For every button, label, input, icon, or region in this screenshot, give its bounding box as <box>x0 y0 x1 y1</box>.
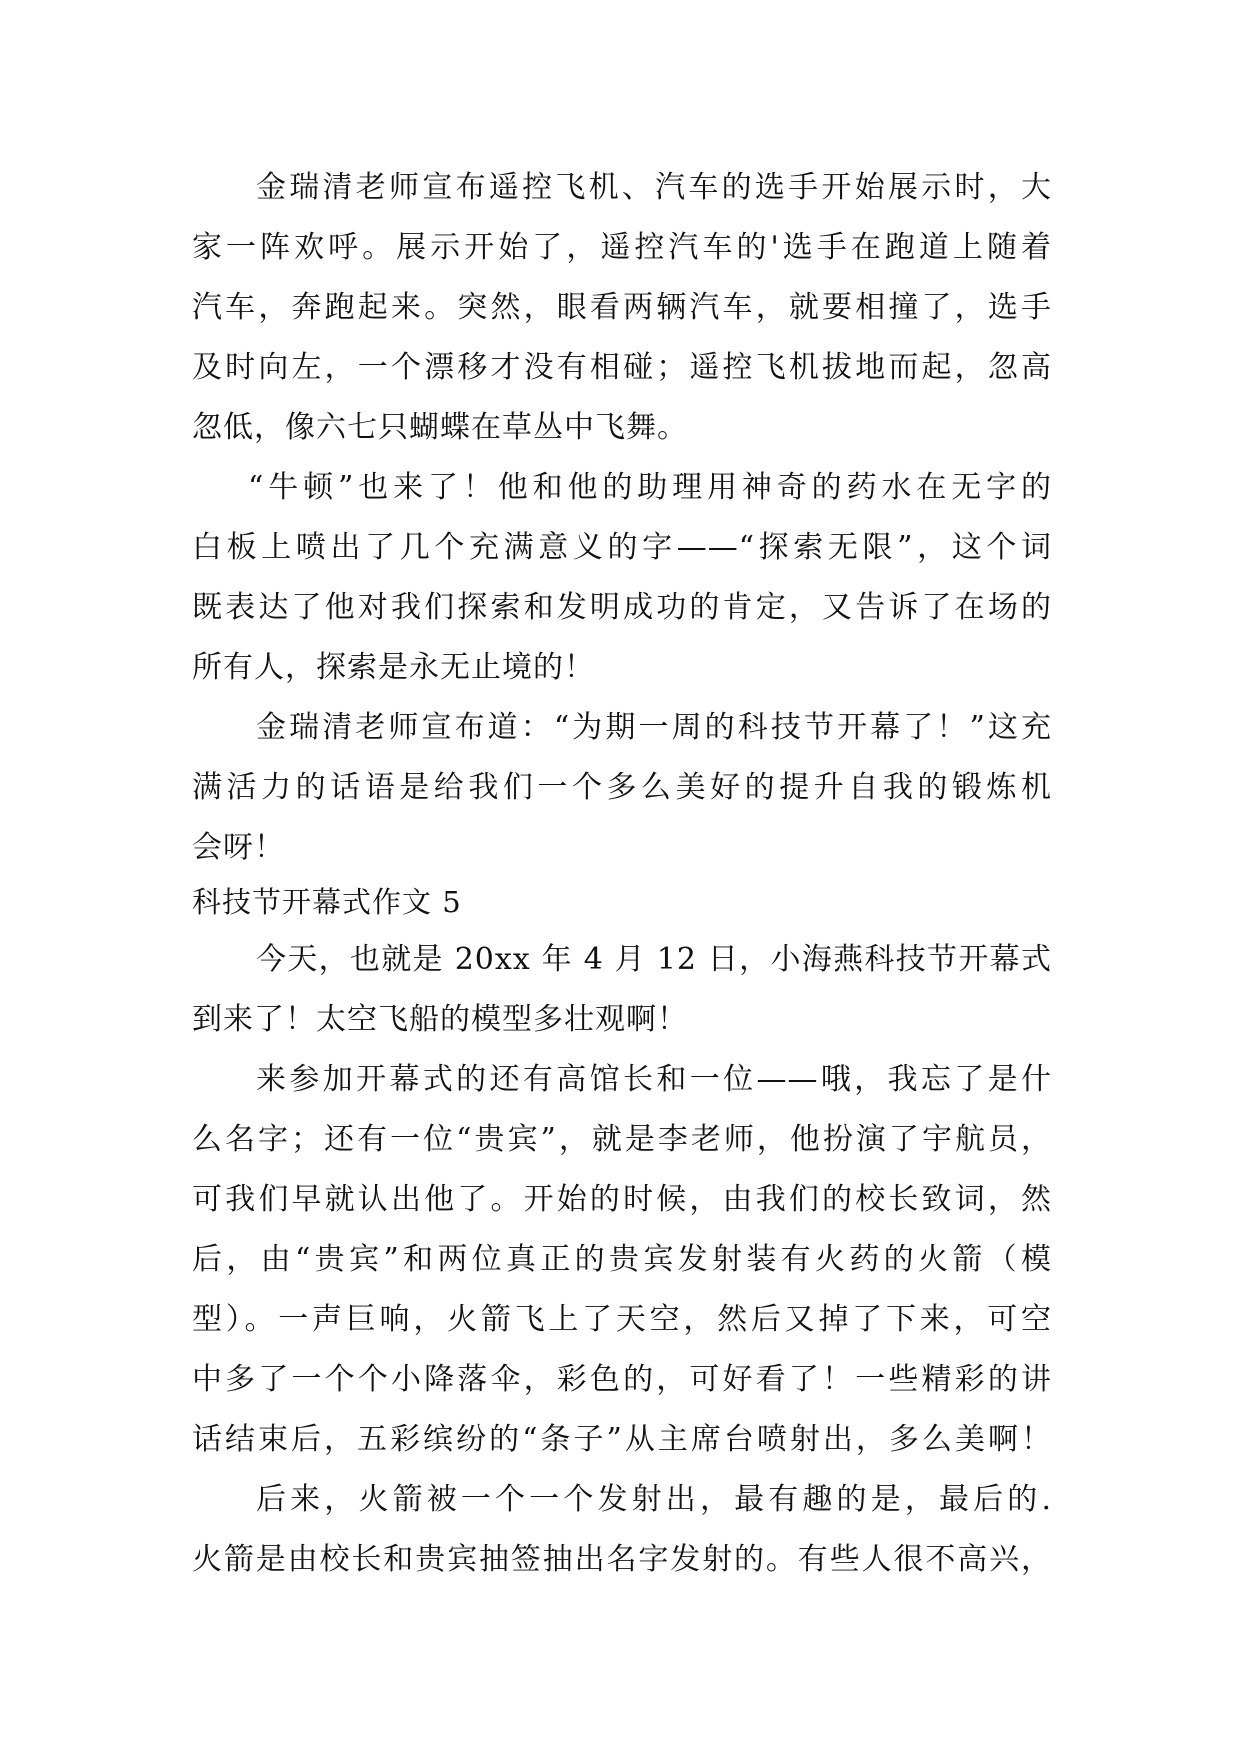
paragraph-line: 金瑞清老师宣布道：“为期一周的科技节开幕了！”这充 <box>256 710 1052 745</box>
paragraph-line: 到来了！太空飞船的模型多壮观啊！ <box>192 1002 688 1037</box>
paragraph-line: 白板上喷出了几个充满意义的字——“探索无限”，这个词 <box>192 530 1052 565</box>
paragraph-line: 所有人，探索是永无止境的！ <box>192 650 595 685</box>
paragraph-line: “牛顿”也来了！他和他的助理用神奇的药水在无字的 <box>248 470 1052 505</box>
paragraph-line: 及时向左，一个漂移才没有相碰；遥控飞机拔地而起，忽高 <box>192 350 1052 385</box>
paragraph-line: 型）。一声巨响，火箭飞上了天空，然后又掉了下来，可空 <box>192 1302 1052 1337</box>
paragraph-line: 可我们早就认出他了。开始的时候，由我们的校长致词，然 <box>192 1182 1052 1217</box>
paragraph-line: 会呀！ <box>192 830 285 865</box>
paragraph-line: 后来，火箭被一个一个发射出，最有趣的是，最后的. <box>256 1482 1052 1517</box>
paragraph-line: 忽低，像六七只蝴蝶在草丛中飞舞。 <box>192 410 688 445</box>
paragraph-line: 中多了一个个小降落伞，彩色的，可好看了！一些精彩的讲 <box>192 1362 1052 1397</box>
paragraph-line: 家一阵欢呼。展示开始了，遥控汽车的'选手在跑道上随着 <box>192 230 1052 265</box>
paragraph-line: 满活力的话语是给我们一个多么美好的提升自我的锻炼机 <box>192 770 1052 805</box>
paragraph-line: 汽车，奔跑起来。突然，眼看两辆汽车，就要相撞了，选手 <box>192 290 1052 325</box>
paragraph-line: 既表达了他对我们探索和发明成功的肯定，又告诉了在场的 <box>192 590 1052 625</box>
paragraph-line: 今天，也就是 20xx 年 4 月 12 日，小海燕科技节开幕式 <box>256 942 1052 977</box>
paragraph-line: 来参加开幕式的还有高馆长和一位——哦，我忘了是什 <box>256 1062 1052 1097</box>
section-heading: 科技节开幕式作文 5 <box>192 885 462 919</box>
paragraph-line: 金瑞清老师宣布遥控飞机、汽车的选手开始展示时，大 <box>256 170 1052 205</box>
paragraph-line: 话结束后，五彩缤纷的“条子”从主席台喷射出，多么美啊！ <box>192 1422 1052 1457</box>
paragraph-line: 后，由“贵宾”和两位真正的贵宾发射装有火药的火箭（模 <box>192 1242 1052 1277</box>
paragraph-line: 么名字；还有一位“贵宾”，就是李老师，他扮演了宇航员， <box>192 1122 1052 1157</box>
paragraph-line: 火箭是由校长和贵宾抽签抽出名字发射的。有些人很不高兴， <box>192 1542 1052 1577</box>
